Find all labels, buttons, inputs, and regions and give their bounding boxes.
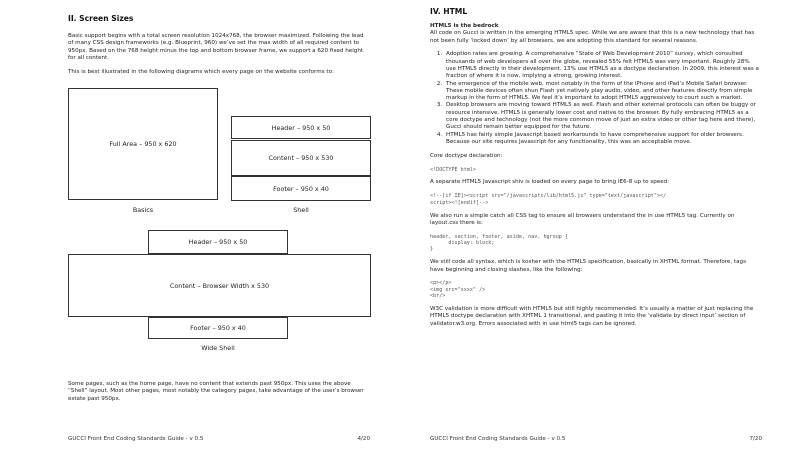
shell-header-box [231, 116, 371, 139]
list-item: 1. Adoption rates are growing. A comprehensive “State of Web Development 2010” survey, which consulted thousands of web developers all over the globe, revealed 55% felt HTML5 was very important. Roughly 28% use HTML5 directly in their development. 13% use HTML5 as a doctype declaration. In 2009, this interest was a fraction of where it is now, implying a strong, growing interest. [444, 51, 760, 80]
full-area-box [68, 88, 218, 200]
wide-footer-label: Footer – 950 x 40 [190, 324, 246, 332]
full-area-label: Full Area – 950 x 620 [109, 140, 177, 148]
intro-paragraph [68, 33, 368, 82]
shell-footer-label: Footer – 950 x 40 [273, 184, 329, 193]
wide-content-label: Content – Browser Width x 530 [169, 281, 270, 290]
illustrated-text: This is best illustrated in the following diagrams which every page on the website conforms to: [68, 68, 334, 75]
catch-code: header, section, footer, aside, nav, hgroup { display: block; } [430, 233, 569, 253]
w3c-label: W3C validation is more difficult with HTML5 but still highly recommended. It’s usually a matter of just replacing the HTML5 doctype declaration with XHTML 1 transitional, and pasting it into the ‘validate by direct input’ section of validator.w3.org. Errors associated with in use html5 tags can be ignored. [430, 306, 754, 327]
html-section-body [430, 23, 760, 335]
reasons-list [430, 51, 760, 146]
doctype-code: <!DOCTYPE html> [430, 166, 477, 173]
list-item: 3. Desktop browsers are moving toward HTML5 as well. Flash and other external protocols can often be buggy or resource intensive. HTML5 is generally lower cost and native to the browser. By fully embracing HTML5 as a core doctype and technology (not the more common move of just an extra video or other tag here and there), Gucci should remain better equipped for the future. [444, 102, 760, 131]
outro-paragraph: Some pages, such as the home page, have no content that extends past 950px. This uses the above “Shell” layout. Most other pages, most notably the category pages, take advantage of the user’s browser estate past 950px. [68, 381, 364, 402]
shell-footer-box [231, 176, 371, 201]
wide-shell-caption: Wide Shell [201, 344, 235, 352]
basics-caption: Basics [132, 206, 154, 214]
shell-content-label: Content – 950 x 530 [268, 154, 334, 162]
list-item: 2. The emergence of the mobile web, most notably in the form of the iPhone and iPad’s Mobile Safari browser. These mobile devices often shun Flash yet natively play audio, video, and other features directly from simple markup in the form of HTML5. We feel it’s important to adopt HTML5 aggressively to court such a market. [444, 81, 760, 103]
wide-header-box [148, 230, 288, 254]
shell-caption: Shell [293, 206, 309, 214]
footer-page-number: 4/20 [357, 436, 370, 442]
doctype-label: Core doctype declaration: [430, 152, 503, 159]
footer-title: GUCCI Front End Coding Standards Guide - v 0.5 [430, 436, 566, 442]
footer-page-number: 7/20 [749, 436, 762, 442]
section-heading: II. Screen Sizes [68, 14, 134, 23]
intro-text: All code on Gucci is written in the emerging HTML5 spec. While we are aware that this is a new technology that has not been fully ‘locked down’ by all browsers, we are adopting this standard for several reasons. [430, 30, 755, 44]
shiv-code: <!--[if IE]><script src="/javascripts/lib/html5.js" type="text/javascript"></ script><![endif]--> [430, 193, 667, 206]
shell-header-label: Header – 950 x 50 [271, 123, 331, 132]
document-page-7 [400, 0, 800, 450]
xhtml-label: We still code all syntax, which is kosher with the HTML5 specification, basically in XHTML format. Therefore, tags have beginning and closing slashes, like the following: [430, 259, 747, 273]
footer-title: GUCCI Front End Coding Standards Guide - v 0.5 [68, 436, 204, 442]
subheading: HTML5 is the bedrock [430, 23, 499, 29]
intro-text: Basic support begins with a total screen resolution 1024x768, the browser maximized. Following the lead of many CSS design frameworks (e.g. Blueprint, 960) we’ve set the max width of all required content to 950px. Based on the 768 height minus the top and bottom browser frame, we support a 620 fixed height for all content. [68, 33, 364, 61]
catch-label: We also run a simple catch all CSS tag to ensure all browsers understand the in use HTML5 tag. Currently on layout.css there is: [430, 212, 735, 226]
xhtml-code: <p></p> <img src="xxxx" /> <br/> [430, 280, 486, 300]
wide-header-label: Header – 950 x 50 [188, 238, 248, 246]
wide-footer-box [148, 317, 288, 339]
section-heading: IV. HTML [430, 7, 468, 16]
wide-content-box [68, 254, 371, 317]
list-item: 4. HTML5 has fairly simple Javascript based workarounds to have comprehensive support for older browsers. Because our site requires Javascript for any functionality, this was an acceptable move. [444, 132, 760, 147]
shell-content-box [231, 140, 371, 176]
shiv-label: A separate HTML5 Javascript shiv is loaded on every page to bring IE6-8 up to speed: [430, 179, 670, 186]
